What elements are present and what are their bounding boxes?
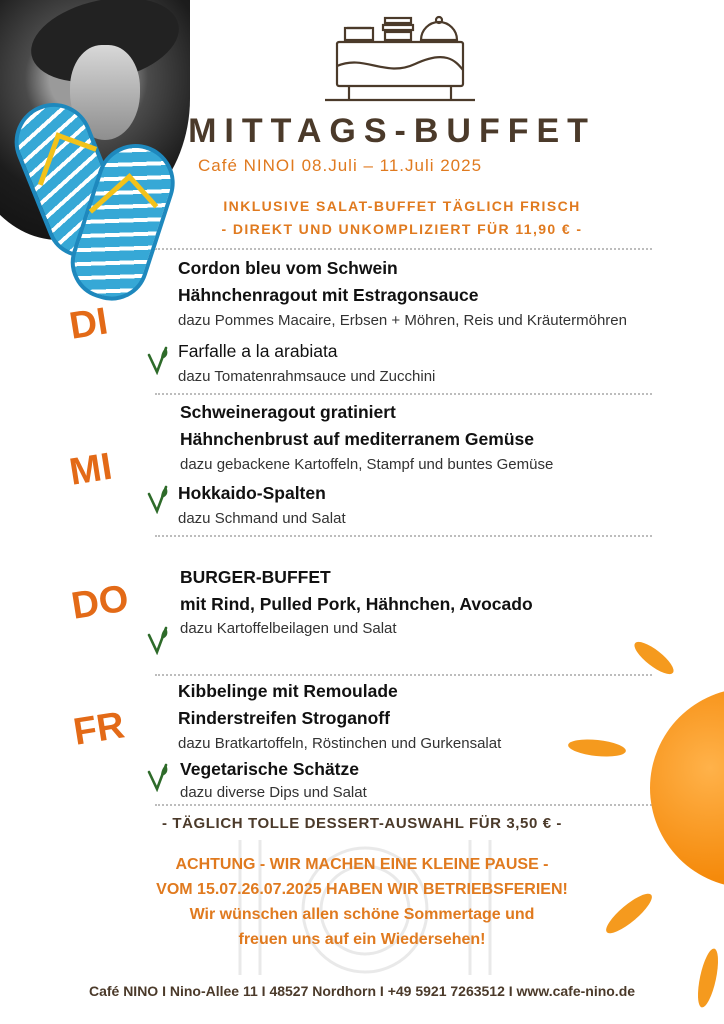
dish: Hähnchenbrust auf mediterranem Gemüse [180, 429, 534, 449]
buffet-icon [325, 14, 475, 102]
footer-contact: Café NINO I Nino-Allee 11 I 48527 Nordhorn I +49 5921 7263512 I www.cafe-nino.de [88, 983, 636, 999]
dish: Hähnchenragout mit Estragonsauce [178, 285, 479, 305]
veg-side-dish: dazu Schmand und Salat [178, 510, 346, 527]
veggie-leaf-icon [146, 625, 172, 655]
dish: Cordon bleu vom Schwein [178, 258, 398, 278]
dish: Rinderstreifen Stroganoff [178, 708, 390, 728]
notice-line-2: VOM 15.07.26.07.2025 HABEN WIR BETRIEBSFERIEN! [156, 881, 568, 898]
promo-line-1: INKLUSIVE SALAT-BUFFET TÄGLICH FRISCH [223, 198, 581, 214]
side-dish: dazu Kartoffelbeilagen und Salat [180, 620, 397, 637]
dish: Schweineragout gratiniert [180, 402, 396, 422]
notice-line-4: freuen uns auf ein Wiedersehen! [238, 931, 486, 948]
promo-line-2: - DIREKT UND UNKOMPLIZIERT FÜR 11,90 € - [221, 221, 583, 237]
notice-line-1: ACHTUNG - WIR MACHEN EINE KLEINE PAUSE - [175, 856, 549, 873]
day-label-fr: FR [70, 704, 128, 754]
veg-side-dish: dazu Tomatenrahmsauce und Zucchini [178, 368, 436, 385]
sun-ray [694, 947, 722, 1009]
sun-ray [567, 737, 626, 759]
dish: mit Rind, Pulled Pork, Hähnchen, Avocado [180, 594, 533, 614]
veg-side-dish: dazu diverse Dips und Salat [180, 784, 367, 801]
day-label-do: DO [68, 577, 132, 628]
veg-dish: Hokkaido-Spalten [178, 483, 326, 503]
dessert-line: - TÄGLICH TOLLE DESSERT-AUSWAHL FÜR 3,50 € - [161, 815, 563, 832]
divider [155, 674, 652, 676]
tableware-watermark [200, 830, 530, 980]
divider [155, 248, 652, 250]
veg-dish: Vegetarische Schätze [180, 759, 359, 779]
side-dish: dazu Pommes Macaire, Erbsen + Möhren, Reis und Kräutermöhren [178, 312, 627, 329]
page-title: MITTAGS-BUFFET [188, 112, 596, 150]
day-label-di: DI [66, 300, 111, 348]
divider [155, 393, 652, 395]
veggie-leaf-icon [146, 345, 172, 375]
veggie-leaf-icon [146, 762, 172, 792]
dish: BURGER-BUFFET [180, 567, 331, 587]
veg-dish: Farfalle a la arabiata [178, 341, 338, 361]
day-label-mi: MI [66, 445, 115, 494]
sun-ray [630, 637, 678, 679]
divider [155, 804, 652, 806]
veggie-leaf-icon [146, 484, 172, 514]
side-dish: dazu gebackene Kartoffeln, Stampf und buntes Gemüse [180, 456, 554, 473]
dish: Kibbelinge mit Remoulade [178, 681, 398, 701]
side-dish: dazu Bratkartoffeln, Röstinchen und Gurkensalat [178, 735, 502, 752]
notice-line-3: Wir wünschen allen schöne Sommertage und [189, 906, 535, 923]
date-subtitle: Café NINOI 08.Juli – 11.Juli 2025 [198, 156, 483, 175]
divider [155, 535, 652, 537]
